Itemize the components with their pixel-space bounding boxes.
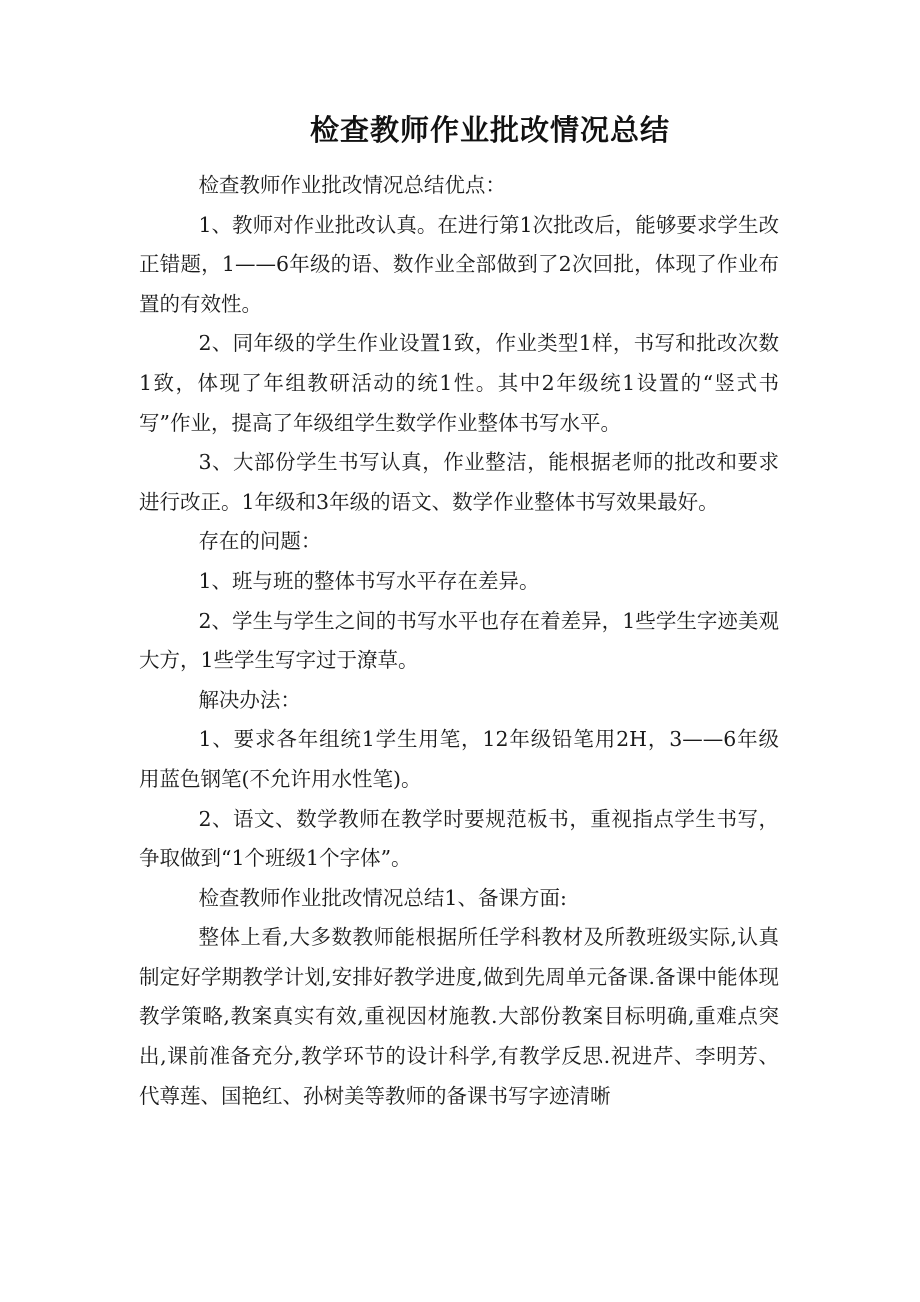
paragraph-problems-heading: 存在的问题：	[198, 529, 322, 554]
paragraph-solutions-heading: 解决办法：	[198, 687, 301, 712]
document-title: 检查教师作业批改情况总结	[309, 113, 670, 147]
paragraph-advantage-1: 1、教师对作业批改认真。在进行第1次批改后，能够要求学生改正错题，1——6年级的语、数作业全部做到了2次回批，体现了作业布置的有效性。	[139, 212, 779, 316]
paragraph-advantages-heading: 检查教师作业批改情况总结优点：	[198, 173, 506, 197]
paragraph-problem-2: 2、学生与学生之间的书写水平也存在着差异，1些学生字迹美观大方，1些学生写字过于潦草。	[139, 608, 779, 673]
paragraph-lesson-prep-heading: 检查教师作业批改情况总结1、备课方面:	[198, 885, 567, 910]
document-body	[139, 166, 779, 1116]
paragraph-lesson-prep-body: 整体上看,大多数教师能根据所任学科教材及所教班级实际,认真制定好学期教学计划,安排好教学进度,做到先周单元备课.备课中能体现教学策略,教案真实有效,重视因材施教.大部份教案目标明确,重难点突出,课前准备充分,教学环节的设计科学,有教学反思.祝进芹、李明芳、代尊莲、国艳红、孙树美等教师的备课书写字迹清晰	[139, 925, 779, 1108]
paragraph-problem-1: 1、班与班的整体书写水平存在差异。	[198, 568, 540, 593]
paragraph-advantage-3: 3、大部份学生书写认真，作业整洁，能根据老师的批改和要求进行改正。1年级和3年级的语文、数学作业整体书写效果最好。	[139, 450, 779, 514]
paragraph-solution-1: 1、要求各年组统1学生用笔，12年级铅笔用2H，3——6年级用蓝色钢笔(不允许用水性笔)。	[139, 727, 779, 791]
paragraph-solution-2: 2、语文、数学教师在教学时要规范板书，重视指点学生书写，争取做到“1个班级1个字体”。	[139, 806, 779, 871]
paragraph-advantage-2: 2、同年级的学生作业设置1致，作业类型1样，书写和批改次数1致，体现了年组教研活动的统1性。其中2年级统1设置的“竖式书写”作业，提高了年级组学生数学作业整体书写水平。	[139, 331, 779, 435]
